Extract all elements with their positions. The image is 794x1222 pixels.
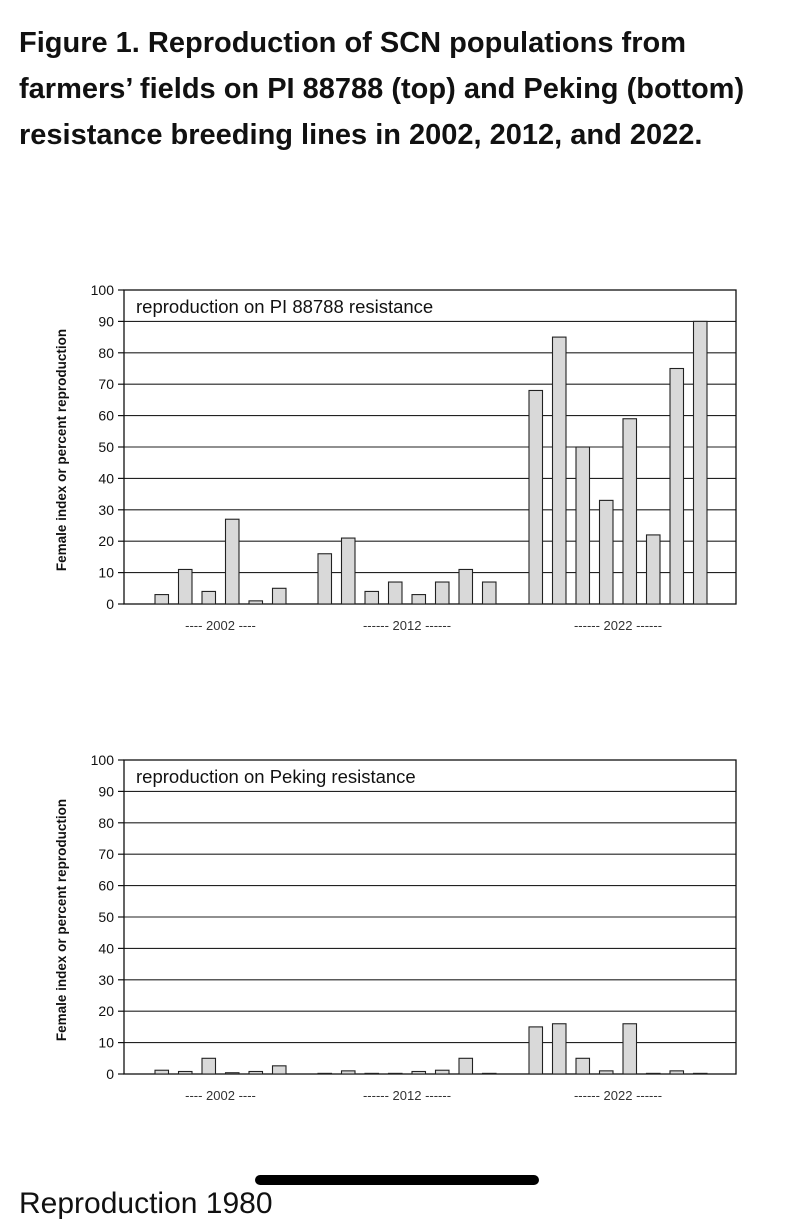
- next-heading-partial: Reproduction 1980: [19, 1187, 273, 1220]
- bar-2022-2: [553, 1024, 567, 1074]
- y-tick-label: 50: [98, 909, 114, 925]
- bar-2022-1: [529, 1027, 543, 1074]
- y-tick-label: 80: [98, 344, 114, 361]
- bar-2022-8: [694, 321, 708, 604]
- bar-2022-4: [600, 500, 614, 604]
- y-axis-title: Female index or percent reproduction: [54, 798, 69, 1042]
- y-tick-label: 90: [98, 783, 114, 800]
- bar-2022-7: [670, 1071, 684, 1074]
- pi88788-chart: [0, 262, 794, 662]
- bar-2002-4: [226, 519, 240, 604]
- bar-2012-5: [412, 1071, 426, 1074]
- bar-2012-7: [459, 569, 473, 604]
- bar-2022-4: [600, 1071, 614, 1074]
- group-label-2012: ------ 2012 ------: [362, 1088, 452, 1103]
- y-tick-label: 80: [98, 814, 114, 831]
- bar-2022-3: [576, 1058, 590, 1074]
- bar-2022-5: [623, 1024, 637, 1074]
- bar-2022-5: [623, 419, 637, 604]
- y-tick-label: 100: [90, 752, 114, 768]
- bar-2012-8: [483, 582, 497, 604]
- bar-2012-4: [389, 582, 403, 604]
- y-tick-label: 0: [106, 1066, 114, 1082]
- bar-2022-1: [529, 390, 543, 604]
- y-tick-label: 70: [98, 376, 114, 393]
- bar-2012-1: [318, 554, 332, 604]
- bar-2012-4: [389, 1073, 403, 1074]
- chart-title: reproduction on PI 88788 resistance: [136, 296, 434, 317]
- y-tick-label: 20: [98, 533, 114, 550]
- bar-2002-5: [249, 601, 263, 604]
- y-tick-label: 0: [106, 596, 114, 612]
- y-tick-label: 20: [98, 1003, 114, 1020]
- bar-2012-5: [412, 595, 426, 604]
- bar-2012-3: [365, 1073, 379, 1074]
- bar-2022-6: [647, 1073, 661, 1074]
- bar-2012-2: [342, 1071, 356, 1074]
- bar-2002-3: [202, 1058, 216, 1074]
- bar-2012-1: [318, 1073, 332, 1074]
- y-axis-title: Female index or percent reproduction: [54, 328, 69, 572]
- y-tick-label: 10: [98, 1034, 114, 1051]
- bar-2022-8: [694, 1073, 708, 1074]
- group-label-2002: ---- 2002 ----: [185, 618, 256, 633]
- chart-title: reproduction on Peking resistance: [136, 766, 416, 787]
- y-tick-label: 70: [98, 846, 114, 863]
- bar-2012-6: [436, 582, 450, 604]
- bar-2002-2: [179, 569, 193, 604]
- bar-2002-1: [155, 595, 169, 604]
- bar-2022-3: [576, 447, 590, 604]
- y-tick-label: 40: [98, 940, 114, 957]
- bar-2022-7: [670, 369, 684, 605]
- bar-2002-3: [202, 591, 216, 604]
- bar-2022-2: [553, 337, 567, 604]
- bar-2002-2: [179, 1071, 193, 1074]
- bar-2012-3: [365, 591, 379, 604]
- bar-2012-8: [483, 1073, 497, 1074]
- bar-2012-2: [342, 538, 356, 604]
- group-label-2022: ------ 2022 ------: [573, 618, 663, 633]
- bar-2002-6: [273, 588, 287, 604]
- bar-2012-7: [459, 1058, 473, 1074]
- group-label-2022: ------ 2022 ------: [573, 1088, 663, 1103]
- bar-2012-6: [436, 1070, 450, 1074]
- peking-chart: [0, 732, 794, 1132]
- y-tick-label: 60: [98, 877, 114, 894]
- y-tick-label: 30: [98, 971, 114, 988]
- bar-2022-6: [647, 535, 661, 604]
- y-tick-label: 50: [98, 439, 114, 455]
- y-tick-label: 40: [98, 470, 114, 487]
- home-indicator[interactable]: [255, 1175, 539, 1185]
- group-label-2012: ------ 2012 ------: [362, 618, 452, 633]
- y-tick-label: 30: [98, 501, 114, 518]
- group-label-2002: ---- 2002 ----: [185, 1088, 256, 1103]
- bar-2002-5: [249, 1071, 263, 1074]
- bar-2002-4: [226, 1073, 240, 1074]
- bar-2002-1: [155, 1070, 169, 1074]
- bar-2002-6: [273, 1066, 287, 1074]
- y-tick-label: 10: [98, 564, 114, 581]
- y-tick-label: 90: [98, 313, 114, 330]
- y-tick-label: 100: [90, 282, 114, 298]
- y-tick-label: 60: [98, 407, 114, 424]
- figure-title: Figure 1. Reproduction of SCN populations from farmers’ fields on PI 88788 (top) and Peking (bottom) resistance breeding lines in 2002, 2012, and 2022.: [19, 27, 745, 151]
